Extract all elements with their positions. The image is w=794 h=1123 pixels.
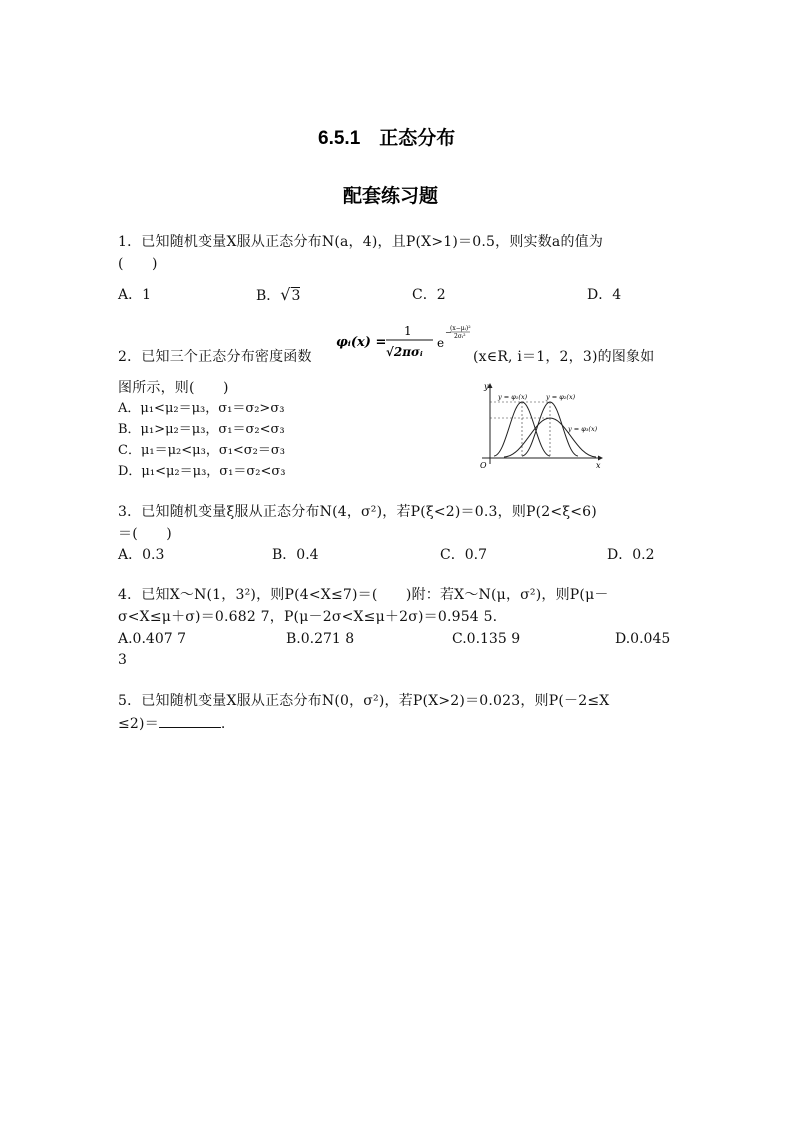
- q1-option-b-radicand: 3: [291, 288, 301, 304]
- page-title: 6.5.1 正态分布: [318, 128, 456, 149]
- y-axis-label: y: [484, 382, 489, 391]
- formula-exp-denominator: 2σᵢ²: [454, 333, 466, 340]
- q4-option-d: D.0.045: [615, 631, 671, 647]
- normal-curves-figure: [476, 380, 610, 474]
- q2-option-a: A．μ₁<μ₂＝μ₃，σ₁＝σ₂>σ₃: [118, 401, 285, 416]
- curve-phi-1-label: y = φ₁(x): [498, 393, 528, 401]
- q3-option-d: D．0.2: [607, 547, 655, 563]
- q4-stem-line2: σ<X≤μ＋σ)＝0.682 7，P(μ－2σ<X≤μ＋2σ)＝0.954 5.: [118, 609, 498, 625]
- formula-numerator: 1: [404, 324, 412, 338]
- q1-stem-line2: ( ): [118, 256, 158, 272]
- q3-stem-line1: 3．已知随机变量ξ服从正态分布N(4，σ²)，若P(ξ<2)＝0.3，则P(2<ξ<6): [118, 504, 597, 520]
- q1-option-b: [256, 285, 300, 306]
- q2-stem-line1a: 2．已知三个正态分布密度函数: [118, 349, 312, 365]
- formula-exp-numerator: (x−μᵢ)²: [450, 325, 471, 332]
- q1-option-b-label: B．: [256, 288, 281, 304]
- q4-option-b: B.0.271 8: [286, 631, 355, 647]
- formula-exp-base: e: [437, 336, 445, 350]
- q2-option-b: B．μ₁>μ₂＝μ₃，σ₁＝σ₂<σ₃: [118, 422, 285, 437]
- q3-option-c: C．0.7: [440, 547, 487, 563]
- q5-stem-line2-start: ≤2)＝: [118, 716, 159, 732]
- q1-option-c: C．2: [412, 287, 446, 303]
- page-subtitle: 配套练习题: [343, 186, 439, 207]
- sqrt-symbol: √: [280, 285, 291, 304]
- density-formula: [336, 322, 472, 364]
- q2-stem-line1b: (x∈R, i＝1，2，3)的图象如: [473, 349, 655, 365]
- q1-option-d: D．4: [587, 287, 622, 303]
- x-axis-label: x: [596, 461, 601, 470]
- curve-phi-2-label: y = φ₂(x): [546, 393, 576, 401]
- q2-stem-line2: 图所示，则( ): [118, 380, 229, 396]
- q4-option-c: C.0.135 9: [452, 631, 521, 647]
- q3-stem-line2: ＝( ): [118, 526, 172, 542]
- answer-blank[interactable]: [159, 713, 221, 728]
- q3-option-b: B．0.4: [272, 547, 319, 563]
- q4-option-a: A.0.407 7: [118, 631, 186, 647]
- q1-stem-line1: 1．已知随机变量X服从正态分布N(a，4)，且P(X>1)＝0.5，则实数a的值为: [118, 234, 604, 250]
- q5-stem-line1: 5．已知随机变量X服从正态分布N(0，σ²)，若P(X>2)＝0.023，则P(－2≤X: [118, 693, 610, 709]
- q2-option-d: D．μ₁<μ₂＝μ₃，σ₁＝σ₂<σ₃: [118, 464, 286, 479]
- q2-option-c: C．μ₁＝μ₂<μ₃，σ₁<σ₂＝σ₃: [118, 443, 285, 458]
- q4-option-d-overflow: 3: [118, 652, 127, 668]
- formula-exp-minus: −: [445, 328, 452, 337]
- q4-stem-line1: 4．已知X～N(1，3²)，则P(4<X≤7)＝( )附：若X～N(μ，σ²)，则P(μ－: [118, 587, 609, 603]
- q5-stem-line2: [118, 713, 226, 734]
- formula-lhs: φᵢ(x) =: [336, 335, 387, 350]
- curve-phi-3-label: y = φ₃(x): [568, 425, 598, 433]
- origin-label: O: [480, 461, 487, 470]
- q3-option-a: A．0.3: [118, 547, 165, 563]
- formula-denominator: √2πσᵢ: [386, 345, 423, 359]
- q5-stem-line2-end: .: [220, 716, 226, 732]
- q1-option-a: A．1: [118, 287, 152, 303]
